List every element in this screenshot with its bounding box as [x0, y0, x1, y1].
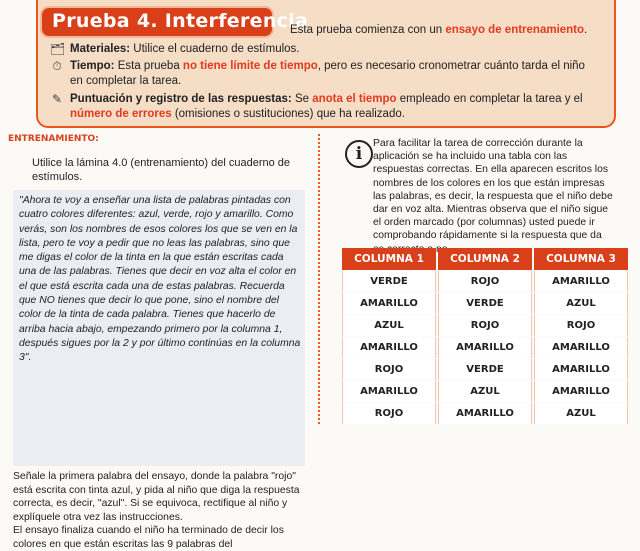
document-page: Prueba 4. Interferencia Esta prueba comienza con un ensayo de entrenamiento. 🗂 Materiales: Utilice el cuaderno de estímulos. ⏱ Tiempo: Esta prueba no tiene límite de tiempo, pero es necesario cronometrar cuánto tarda el niño en completar la tarea. ✎ Puntuación y registro de las respuestas: Se anota el tiempo empleado en completar la tarea y el número de errores (omisiones o sustituciones) que ha realizado. ENTRENAMIENTO: Utilice la lámina 4.0 (entrenamiento) del cuaderno de estímulos. "Ahora te voy a enseñar una lista de palabras pintadas con cuatro colores diferentes: azul, verde, rojo y amarillo. Como verás, son los nombres de esos colores los que se ven en la lista, pero te voy a pedir que no leas las palabras, sino que me digas el color de la tinta en la que están escritas cada una de las palabras. Tienes que decir en voz alta el color en el que está escrita cada una de estas palabras. Recuerda que NO tienes que decir lo que pone, sino el nombre del color de la tinta de cada palabra. Tienes que hacerlo de arriba hacia abajo, empezando primero por la columna 1, después sigues por la 2 y por último continúas en la columna 3". Señale la primera palabra del ensayo, donde la palabra "rojo" está escrita con tinta azul, y pida al niño que diga la respuesta correcta, es decir, "azul". Si se equivoca, rectifique al niño y explíquele otra vez las instrucciones. El ensayo finaliza cuando el niño ha terminado de decir los colores en que están escritas las 9 palabras del i Para facilitar la tarea de corrección durante la aplicación se ha incluido una tabla con las respuestas correctas. En ella aparecen escritos los nombres de los colores en los que están impresas las palabras, es decir, la respuesta que el niño debe dar en voz alta. Mientras observa que el niño sigue el orden marcado (por columnas) usted puede ir comprobando rápidamente si la respuesta que da COLUMNA 1 VERDE AMARILLO AZUL AMARILLO ROJO AMARILLO ROJO COLUMNA 2 ROJO VERDE ROJO AMARILLO VERDE AZUL AMARILLO COLUMNA 3 AMARILLO AZUL ROJO AMARILLO AMARILLO AMARILLO AZUL [0, 0, 640, 414]
table-column-1 [342, 248, 436, 424]
instruction-quote-box [13, 190, 305, 466]
table-column-3 [534, 248, 628, 424]
score-highlight-errors: número de errores [70, 108, 172, 120]
table-cell: AMARILLO [534, 271, 628, 292]
table-cell: ROJO [438, 315, 532, 336]
time-label: Tiempo: [70, 60, 115, 72]
table-cell: ROJO [342, 359, 436, 380]
training-intro: Utilice la lámina 4.0 (entrenamiento) del cuaderno de estímulos. [32, 157, 291, 183]
info-note: Para facilitar la tarea de corrección durante la aplicación se ha incluido una tabla con las respuestas correctas. En ella aparecen escritos los nombres de los colores en los que están impresas las palabras, es decir, la respuesta que el niño debe dar en voz alta. Mientras observa que el niño sigue el orden marcado (por columnas) usted puede ir comprobando rápidamente si la respuesta que da [373, 138, 613, 242]
scoring-label: Puntuación y registro de las respuestas: [70, 93, 292, 105]
table-cell: VERDE [438, 359, 532, 380]
training-paragraph-2: Señale la primera palabra del ensayo, donde la palabra "rojo" está escrita con tinta azul, y pida al niño que diga la respuesta correcta, es decir, "azul". Si se equivoca, rectifique al niño y explíquele otra vez las instrucciones. [13, 471, 300, 524]
table-cell: AMARILLO [534, 359, 628, 380]
table-cell: AZUL [534, 293, 628, 314]
intro-line: Esta prueba comienza con un ensayo de entrenamiento. [290, 24, 588, 36]
column-header: COLUMNA 3 [534, 248, 628, 270]
table-cell: AZUL [534, 403, 628, 424]
title-banner [42, 8, 309, 36]
pencil-icon: ✎ [51, 92, 63, 106]
time-highlight: no tiene límite de tiempo [182, 60, 318, 72]
table-column-2 [438, 248, 532, 424]
table-cell: VERDE [438, 293, 532, 314]
folder-icon: 🗂 [50, 42, 66, 56]
info-icon: i [345, 140, 373, 168]
column-header: COLUMNA 1 [342, 248, 436, 270]
training-heading: ENTRENAMIENTO: [8, 134, 99, 144]
materials-text: Utilice el cuaderno de estímulos. [130, 43, 300, 55]
table-cell: AMARILLO [438, 337, 532, 358]
table-cell: AMARILLO [342, 337, 436, 358]
instruction-quote: "Ahora te voy a enseñar una lista de palabras pintadas con cuatro colores diferentes: azul, verde, rojo y amarillo. Como verás, son los nombres de esos colores los que se ven en la lista, pero te voy a pedir que no leas las palabras, sino que me digas el color de la tinta en la que están escritas cada una de las palabras. Tienes que decir en voz alta el color en el que está escrita cada una de estas palabras. Recuerda que NO tienes que decir lo que pone, sino el nombre del color de la tinta de cada palabra. Tienes que hacerlo de arriba hacia abajo, empezando primero por la columna 1, después sigues por la 2 y por último continúas en la columna 3". [19, 195, 301, 364]
table-cell: VERDE [342, 271, 436, 292]
table-cell: AZUL [438, 381, 532, 402]
score-highlight-time: anota el tiempo [312, 93, 397, 105]
materials-label: Materiales: [70, 43, 131, 55]
table-cell: ROJO [534, 315, 628, 336]
column-header: COLUMNA 2 [438, 248, 532, 270]
page-title: Prueba 4. Interferencia [52, 10, 309, 32]
training-paragraph-3: El ensayo finaliza cuando el niño ha terminado de decir los colores en que están escritas las 9 palabras del [13, 525, 284, 550]
table-cell: AZUL [342, 315, 436, 336]
table-cell: ROJO [342, 403, 436, 424]
table-cell: AMARILLO [342, 381, 436, 402]
table-cell: ROJO [438, 271, 532, 292]
stopwatch-icon: ⏱ [52, 59, 62, 73]
table-cell: AMARILLO [342, 293, 436, 314]
table-cell: AMARILLO [534, 381, 628, 402]
table-cell: AMARILLO [534, 337, 628, 358]
table-cell: AMARILLO [438, 403, 532, 424]
column-divider [318, 134, 320, 424]
intro-highlight: ensayo de entrenamiento [445, 24, 585, 36]
